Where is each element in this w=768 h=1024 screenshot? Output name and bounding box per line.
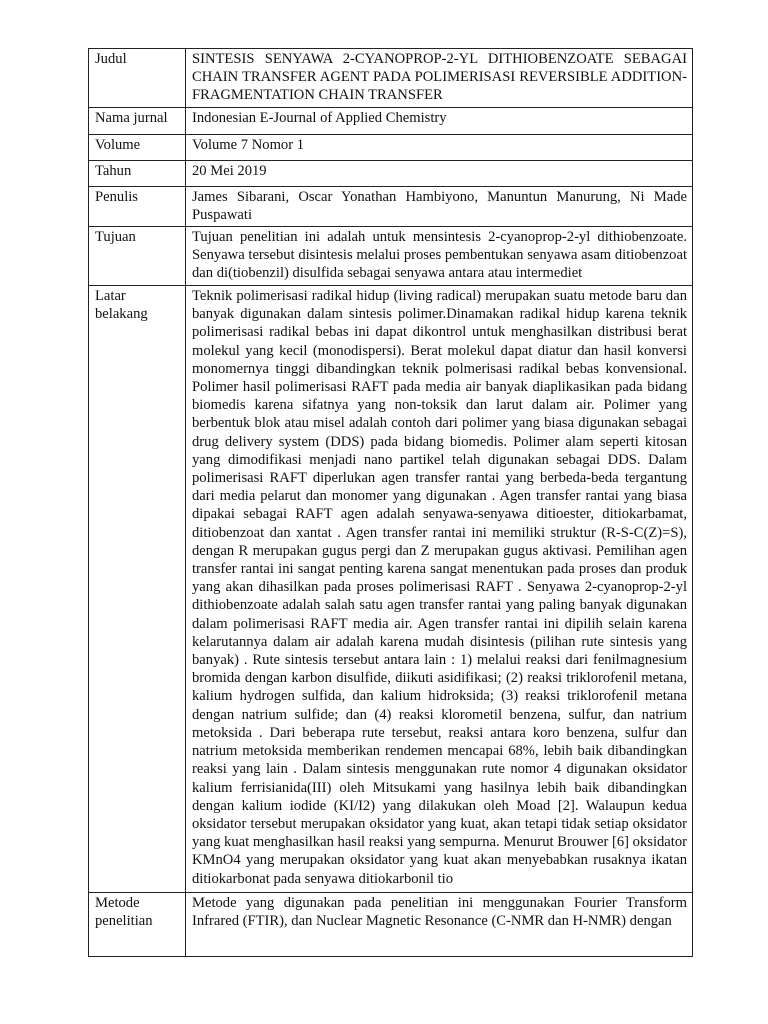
label-background-line2: belakang [95,306,148,323]
label-background-line1: Latar [95,288,126,305]
value-background: Teknik polimerisasi radikal hidup (living radical) merupakan suatu metode baru dan banyak digunakan dalam sintesis polimer.Dinamakan radikal hidup karena teknik polimerisasi radikal bebas ini dapat dikontrol untuk menghasilkan distribusi berat molekul yang kecil (monodispersi). Berat molekul dapat diatur dan hasil konversi monomernya tinggi dibandingkan teknik polmerisasi radikal bebas konvensional. Polimer hasil polimerisasi RAFT pada media air banyak diaplikasikan pada bidang biomedis karena sifatnya yang non-toksik dan larut dalam air. Polimer yang berbentuk blok atau misel adalah contoh dari polimer yang biasa digunakan sebagai drug delivery system (DDS) pada bidang biomedis. Polimer alam seperti kitosan yang dimodifikasi menjadi nano partikel telah digunakan sebagai DDS. Dalam polimerisasi RAFT diperlukan agen transfer rantai yang berbeda-beda tergantung dari media pelarut dan monomer yang digunakan . Agen transfer rantai yang biasa dipakai sebagai RAFT agen adalah senyawa-senyawa ditioester, ditiokarbamat, ditiobenzoat dan xantat . Agen transfer rantai ini memiliki struktur (R-S-C(Z)=S), dengan R merupakan gugus pergi dan Z merupakan gugus aktivasi. Pemilihan agen transfer rantai ini sangat penting karena sangat menentukan pada proses dan produk yang akan dihasilkan pada proses polimerisasi RAFT . Senyawa 2-cyanoprop-2-yl dithiobenzoate adalah salah satu agen transfer rantai yang paling banyak digunakan dalam polimerisasi RAFT media air. Agen transfer rantai ini dipilih selain karena kelarutannya dalam air adalah karena mudah disintesis (pilihan rute sintesis yang banyak) . Rute sintesis tersebut antara lain : 1) melalui reaksi dari fenilmagnesium bromida dengan karbon disulfide, diikuti asidifikasi; (2) reaksi triklorofenil metana, kalium hydrogen sulfida, dan kalium hidroksida; (3) reaksi triklorofenil metana dengan natrium sulfide; dan (4) reaksi klorometil benzena, sulfur, dan natrium metoksida . Dari beberapa rute tersebut, reaksi antara koro benzena, sulfur dan natrium metoksida memberikan rendemen mencapai 68%, lebih baik dibandingkan reaksi yang lain . Dalam sintesis menggunakan rute nomor 4 digunakan oksidator kalium ferrisianida(III) oleh Mitsukami yang hasilnya lebih baik dibandingkan dengan kalium iodide (KI/I2) yang dilakukan oleh Moad [2]. Walaupun kedua oksidator tersebut merupakan oksidator yang kuat, akan tetapi tidak setiap oksidator yang kuat menghasilkan hasil reaksi yang sempurna. Menurut Brouwer [6] oksidator KMnO4 yang merupakan oksidator yang kuat akan menyebabkan rusaknya ikatan ditiokarbonat pada senyawa ditiokarbonil tio [186,286,693,893]
label-method-line2: penelitian [95,913,153,930]
label-title: Judul [89,49,186,108]
value-aim: Tujuan penelitian ini adalah untuk mensintesis 2-cyanoprop-2-yl dithiobenzoate. Senyawa tersebut disintesis melalui proses pembentukan senyawa asam ditiobenzoat dan di(tiobenzil) disulfida sebagai senyawa antara atau intermediet [186,227,693,286]
value-volume: Volume 7 Nomor 1 [186,134,693,160]
journal-review-table [88,48,693,957]
label-journal: Nama jurnal [89,107,186,134]
value-journal: Indonesian E-Journal of Applied Chemistry [186,107,693,134]
row-journal [89,107,693,134]
label-volume: Volume [89,134,186,160]
row-year [89,160,693,186]
label-method [89,893,186,957]
label-method-line1: Metode [95,895,140,912]
value-year: 20 Mei 2019 [186,160,693,186]
label-background [89,286,186,893]
row-method [89,893,693,957]
value-method: Metode yang digunakan pada penelitian ini menggunakan Fourier Transform Infrared (FTIR), dan Nuclear Magnetic Resonance (C-NMR dan H-NMR) dengan [186,893,693,957]
row-background [89,286,693,893]
row-aim [89,227,693,286]
value-title: SINTESIS SENYAWA 2-CYANOPROP-2-YL DITHIOBENZOATE SEBAGAI CHAIN TRANSFER AGENT PADA POLIMERISASI REVERSIBLE ADDITION-FRAGMENTATION CHAIN TRANSFER [186,49,693,108]
row-title [89,49,693,108]
row-authors [89,186,693,226]
value-authors: James Sibarani, Oscar Yonathan Hambiyono, Manuntun Manurung, Ni Made Puspawati [186,186,693,226]
label-aim: Tujuan [89,227,186,286]
label-year: Tahun [89,160,186,186]
row-volume [89,134,693,160]
label-authors: Penulis [89,186,186,226]
